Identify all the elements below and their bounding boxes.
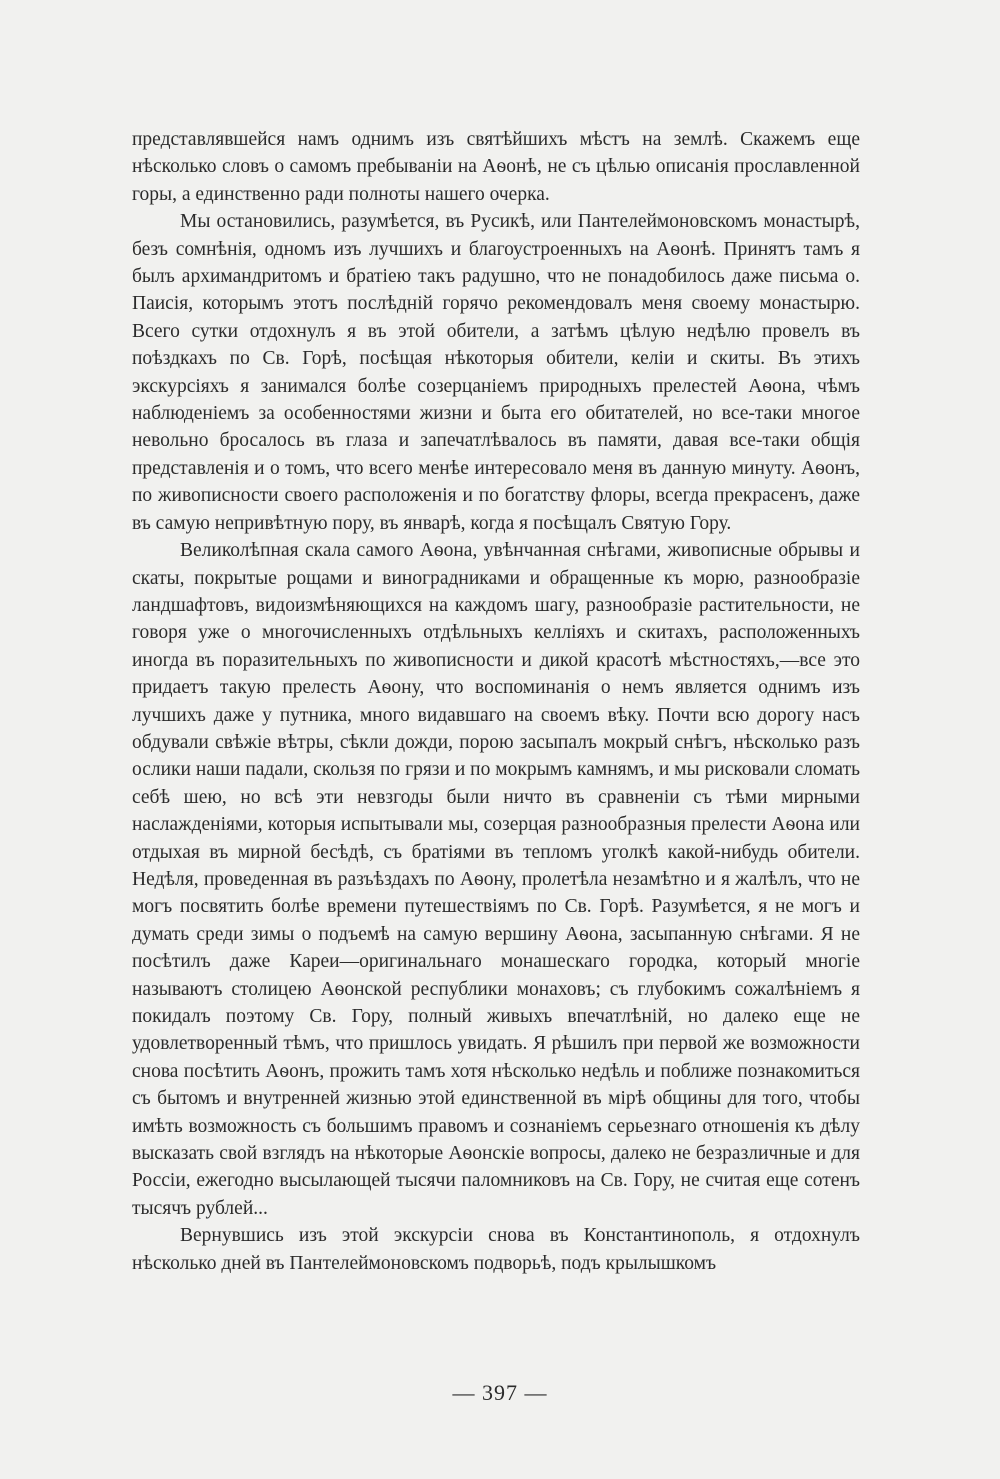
page-number: — 397 — [452, 1380, 548, 1405]
paragraph-1: представлявшейся намъ однимъ изъ святѣйшихъ мѣстъ на землѣ. Скажемъ еще нѣсколько словъ о самомъ пребываніи на Аѳонѣ, не съ цѣлью описанія прославленной горы, а единственно ради полноты нашего очерка. [132, 129, 860, 205]
body-text [132, 126, 860, 1277]
paragraph-4: Вернувшись изъ этой экскурсіи снова въ Константинополь, я отдохнулъ нѣсколько дней въ Пантелеймоновскомъ подворьѣ, подъ крылышкомъ [132, 1225, 860, 1274]
paragraph-3: Великолѣпная скала самого Аѳона, увѣнчанная снѣгами, живописные обрывы и скаты, покрытые рощами и виноградниками и обращенные къ морю, разнообразіе ландшафтовъ, видоизмѣняющихся на каждомъ шагу, разнообразіе растительности, не говоря уже о многочисленныхъ отдѣльныхъ келліяхъ и скитахъ, расположенныхъ иногда въ поразительныхъ по живописности и дикой красотѣ мѣстностяхъ,—все это придаетъ такую прелесть Аѳону, что воспоминанія о немъ является однимъ изъ лучшихъ даже у путника, много видавшаго на своемъ вѣку. Почти всю дорогу насъ обдували свѣжіе вѣтры, сѣкли дожди, порою засыпалъ мокрый снѣгъ, нѣсколько разъ ослики наши падали, скользя по грязи и по мокрымъ камнямъ, и мы рисковали сломать себѣ шею, но всѣ эти невзгоды были ничто въ сравненіи съ тѣми мирными наслажденіями, которыя испытывали мы, созерцая разнообразныя прелести Аѳона или отдыхая въ мирной бесѣдѣ, съ братіями въ тепломъ уголкѣ какой-нибудь обители. Недѣля, проведенная въ разъѣздахъ по Аѳону, пролетѣла незамѣтно и я жалѣлъ, что не могъ посвятить болѣе времени путешествіямъ по Св. Горѣ. Разумѣется, я не могъ и думать среди зимы о подъемѣ на самую вершину Аѳона, засыпанную снѣгами. Я не посѣтилъ даже Кареи—оригинальнаго монашескаго городка, который многіе называютъ столицею Аѳонской республики монаховъ; съ глубокимъ сожалѣніемъ я покидалъ поэтому Св. Гору, полный живыхъ впечатлѣній, но далеко еще не удовлетворенный тѣмъ, что пришлось увидать. Я рѣшилъ при первой же возможности снова посѣтить Аѳонъ, прожить тамъ хотя нѣсколько недѣль и поближе познакомиться съ бытомъ и внутренней жизнью этой единственной въ мірѣ общины для того, чтобы имѣть возможность съ большимъ правомъ и сознаніемъ серьезнаго отношенія къ дѣлу высказать свой взглядъ на нѣкоторые Аѳонскіе вопросы, далеко не безразличные и для Россіи, ежегодно высылающей тысячи паломниковъ на Св. Гору, не считая еще сотенъ тысячъ рублей... [132, 540, 860, 1219]
paragraph-2: Мы остановились, разумѣется, въ Русикѣ, или Пантелеймоновскомъ монастырѣ, безъ сомнѣнія, одномъ изъ лучшихъ и благоустроенныхъ на Аѳонѣ. Принятъ тамъ я былъ архимандритомъ и братіею такъ радушно, что не понадобилось даже письма о. Паисія, которымъ этотъ послѣдній горячо рекомендовалъ меня своему монастырю. Всего сутки отдохнулъ я въ этой обители, а затѣмъ цѣлую недѣлю провелъ въ поѣздкахъ по Св. Горѣ, посѣщая нѣкоторыя обители, келіи и скиты. Въ этихъ экскурсіяхъ я занимался болѣе созерцаніемъ природныхъ прелестей Аѳона, чѣмъ наблюденіемъ за особенностями жизни и быта его обитателей, но все-таки многое невольно бросалось въ глаза и запечатлѣвалось въ памяти, давая все-таки общія представленія и о томъ, что всего менѣе интересовало меня въ данную минуту. Аѳонъ, по живописности своего расположенія и по богатству флоры, всегда прекрасенъ, даже въ самую непривѣтную пору, въ январѣ, когда я посѣщалъ Святую Гору. [132, 211, 860, 534]
